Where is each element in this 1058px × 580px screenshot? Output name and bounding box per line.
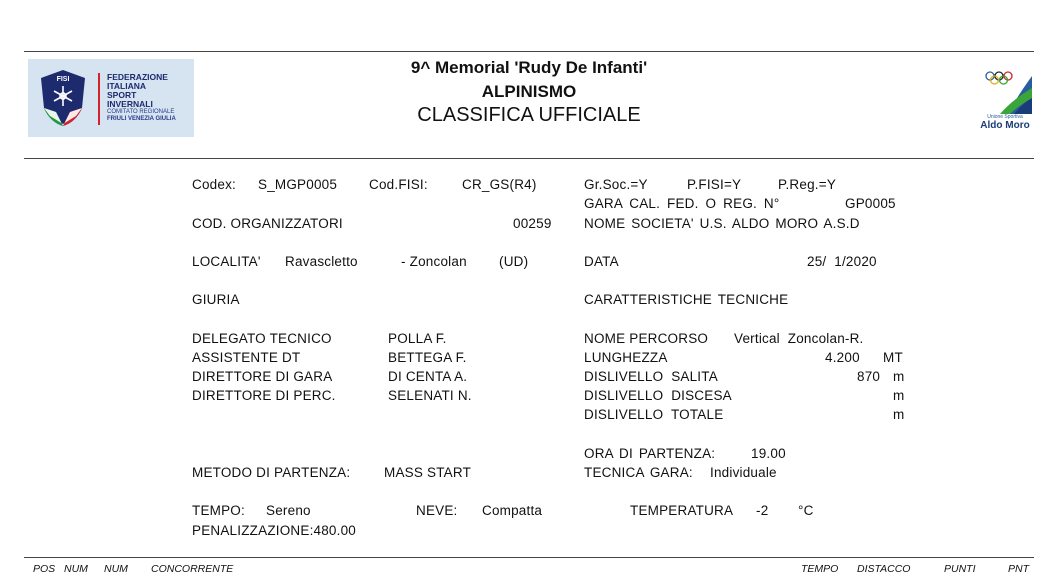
nome-percorso-value: Vertical Zoncolan-R.: [734, 331, 864, 346]
p-fisi-flag: P.FISI=Y: [687, 177, 742, 192]
table-top-rule: [24, 557, 1034, 558]
course-unit: m: [893, 369, 905, 384]
jury-role: DIRETTORE DI PERC.: [192, 388, 336, 403]
data-value: 25/ 1/2020: [807, 254, 877, 269]
discipline-title: ALPINISMO: [481, 82, 577, 101]
temperatura-unit: °C: [798, 503, 814, 518]
neve-label: NEVE:: [416, 503, 458, 518]
fisi-org-line: FEDERAZIONE: [107, 72, 168, 82]
course-label: DISLIVELLO DISCESA: [584, 388, 732, 403]
ora-partenza-label: ORA DI PARTENZA:: [584, 446, 716, 461]
course-label: LUNGHEZZA: [584, 350, 668, 365]
col-num: NUM: [64, 563, 88, 575]
fisi-org-line: SPORT: [107, 90, 137, 100]
p-reg-flag: P.Reg.=Y: [778, 177, 837, 192]
jury-name: SELENATI N.: [388, 388, 472, 403]
giuria-label: GIURIA: [192, 292, 240, 307]
col-punti: PUNTI: [944, 563, 976, 575]
localita-value: Ravascletto: [285, 254, 358, 269]
course-label: DISLIVELLO TOTALE: [584, 407, 724, 422]
course-value: 4.200: [825, 350, 860, 365]
fisi-org-line: INVERNALI: [107, 99, 153, 109]
fisi-org-line: ITALIANA: [107, 81, 147, 91]
gr-soc-flag: Gr.Soc.=Y: [584, 177, 648, 192]
temperatura-label: TEMPERATURA: [630, 503, 734, 518]
course-unit: m: [893, 407, 905, 422]
localita-value-2: - Zoncolan: [401, 254, 467, 269]
col-tempo: TEMPO: [801, 563, 839, 575]
metodo-value: MASS START: [384, 465, 472, 480]
col-num: NUM: [104, 563, 128, 575]
caratteristiche-label: CARATTERISTICHE TECNICHE: [584, 292, 789, 307]
fisi-badge-text: FISI: [56, 76, 70, 83]
localita-province: (UD): [499, 254, 529, 269]
course-unit: m: [893, 388, 905, 403]
fisi-region-line: COMITATO REGIONALE: [107, 109, 175, 115]
header-bottom-rule: [24, 158, 1034, 159]
ranking-title: CLASSIFICA UFFICIALE: [417, 104, 641, 126]
course-label: DISLIVELLO SALITA: [584, 369, 718, 384]
penalizzazione: PENALIZZAZIONE:480.00: [192, 523, 357, 538]
codex-label: Codex:: [192, 177, 236, 192]
event-title: 9^ Memorial 'Rudy De Infanti': [410, 58, 648, 77]
ora-partenza-value: 19.00: [751, 446, 786, 461]
cod-org-value: 00259: [513, 216, 552, 231]
cod-org-label: COD. ORGANIZZATORI: [192, 216, 343, 231]
temperatura-value: -2: [756, 503, 769, 518]
mountain-icon: [978, 68, 1032, 114]
tecnica-value: Individuale: [710, 465, 777, 480]
metodo-label: METODO DI PARTENZA:: [192, 465, 351, 480]
aldo-moro-name: Aldo Moro: [980, 120, 1030, 131]
jury-role: DIRETTORE DI GARA: [192, 369, 333, 384]
jury-role: DELEGATO TECNICO: [192, 331, 332, 346]
jury-name: POLLA F.: [388, 331, 447, 346]
tempo-label: TEMPO:: [192, 503, 245, 518]
jury-name: BETTEGA F.: [388, 350, 467, 365]
col-concorrente: CONCORRENTE: [151, 563, 234, 575]
gara-cal-value: GP0005: [845, 196, 896, 211]
jury-name: DI CENTA A.: [388, 369, 468, 384]
cod-fisi-label: Cod.FISI:: [369, 177, 428, 192]
fisi-region-line: FRIULI VENEZIA GIULIA: [107, 116, 176, 122]
col-distacco: DISTACCO: [857, 563, 911, 575]
col-pos: POS: [33, 563, 56, 575]
gara-cal-label: GARA CAL. FED. O REG. N°: [584, 196, 780, 211]
tempo-value: Sereno: [266, 503, 311, 518]
aldo-moro-logo: [978, 64, 1032, 132]
localita-label: LOCALITA': [192, 254, 261, 269]
top-rule: [24, 51, 1034, 52]
data-label: DATA: [584, 254, 619, 269]
cod-fisi-value: CR_GS(R4): [462, 177, 537, 192]
course-unit: MT: [883, 350, 903, 365]
aldo-moro-sub: Unione Sportiva: [987, 114, 1023, 120]
tecnica-label: TECNICA GARA:: [584, 465, 693, 480]
nome-societa: NOME SOCIETA' U.S. ALDO MORO A.S.D: [584, 216, 860, 231]
jury-role: ASSISTENTE DT: [192, 350, 301, 365]
neve-value: Compatta: [482, 503, 543, 518]
codex-value: S_MGP0005: [258, 177, 338, 192]
col-pnt: PNT: [1008, 563, 1029, 575]
nome-percorso-label: NOME PERCORSO: [584, 331, 709, 346]
course-value: 870: [857, 369, 881, 384]
